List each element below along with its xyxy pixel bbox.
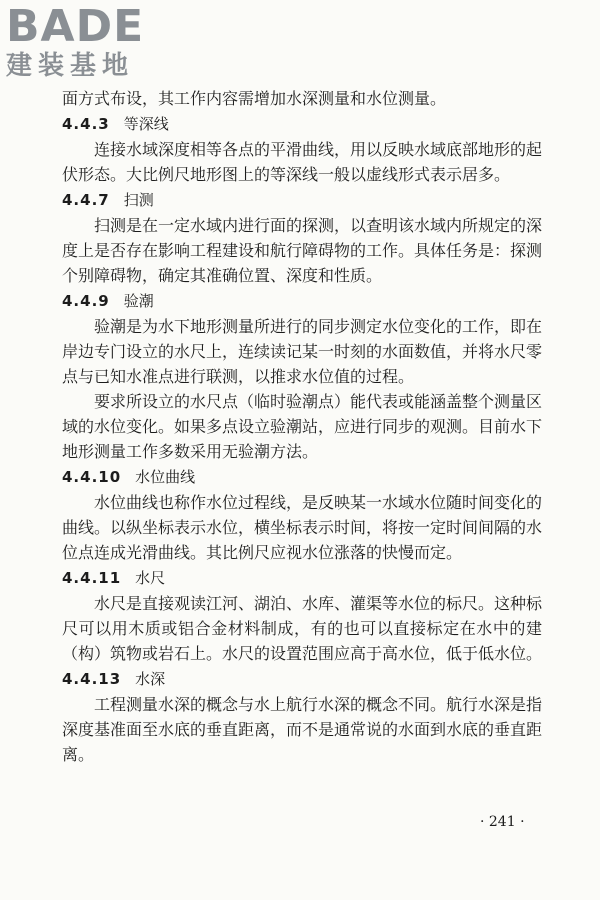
section-title: 验潮 bbox=[123, 292, 154, 310]
paragraph: 水位曲线也称作水位过程线，是反映某一水域水位随时间变化的曲线。以纵坐标表示水位，横坐标表示时间，将按一定时间间隔的水位点连成光滑曲线。其比例尺应视水位涨落的快慢而定。 bbox=[62, 493, 543, 562]
section-number: 4.4.3 bbox=[62, 115, 110, 133]
section-heading bbox=[62, 289, 542, 314]
section-heading bbox=[62, 112, 542, 137]
logo bbox=[6, 1, 176, 90]
section-number: 4.4.13 bbox=[62, 670, 122, 688]
paragraph: 工程测量水深的概念与水上航行水深的概念不同。航行水深是指深度基准面至水底的垂直距离，而不是通常说的水面到水底的垂直距离。 bbox=[62, 695, 543, 764]
paragraph: 扫测是在一定水域内进行面的探测，以查明该水域内所规定的深度上是否存在影响工程建设和航行障碍物的工作。具体任务是：探测个别障碍物，确定其准确位置、深度和性质。 bbox=[62, 216, 543, 285]
section-title: 水尺 bbox=[135, 569, 166, 587]
intro-line: 面方式布设，其工作内容需增加水深测量和水位测量。 bbox=[62, 89, 447, 108]
section-heading bbox=[62, 188, 542, 213]
section-number: 4.4.10 bbox=[62, 468, 122, 486]
section-heading bbox=[62, 566, 542, 591]
section-heading bbox=[62, 667, 542, 692]
paragraph: 验潮是为水下地形测量所进行的同步测定水位变化的工作，即在岸边专门设立的水尺上，连续读记某一时刻的水面数值，并将水尺零点与已知水准点进行联测，以推求水位值的过程。 bbox=[62, 317, 543, 386]
section-title: 水位曲线 bbox=[135, 468, 196, 486]
logo-word: BADE bbox=[6, 1, 145, 52]
section-number: 4.4.9 bbox=[62, 292, 110, 310]
section-number: 4.4.7 bbox=[62, 191, 110, 209]
section-title: 等深线 bbox=[123, 115, 169, 133]
section-title: 扫测 bbox=[123, 191, 154, 209]
section-title: 水深 bbox=[135, 670, 166, 688]
paragraph: 水尺是直接观读江河、湖泊、水库、灌渠等水位的标尺。这种标尺可以用木质或铝合金材料制成，有的也可以直接标定在水中的建（构）筑物或岩石上。水尺的设置范围应高于高水位，低于低水位。 bbox=[62, 594, 543, 663]
paragraph: 要求所设立的水尺点（临时验潮点）能代表或能涵盖整个测量区域的水位变化。如果多点设立验潮站，应进行同步的观测。目前水下地形测量工作多数采用无验潮方法。 bbox=[62, 392, 543, 461]
page-number: · 241 · bbox=[480, 814, 525, 830]
section-heading bbox=[62, 465, 542, 490]
page-body bbox=[62, 86, 542, 767]
paragraph: 连接水域深度相等各点的平滑曲线，用以反映水域底部地形的起伏形态。大比例尺地形图上的等深线一般以虚线形式表示居多。 bbox=[62, 140, 543, 184]
section-number: 4.4.11 bbox=[62, 569, 122, 587]
logo-subtitle: 建装基地 bbox=[6, 51, 135, 81]
